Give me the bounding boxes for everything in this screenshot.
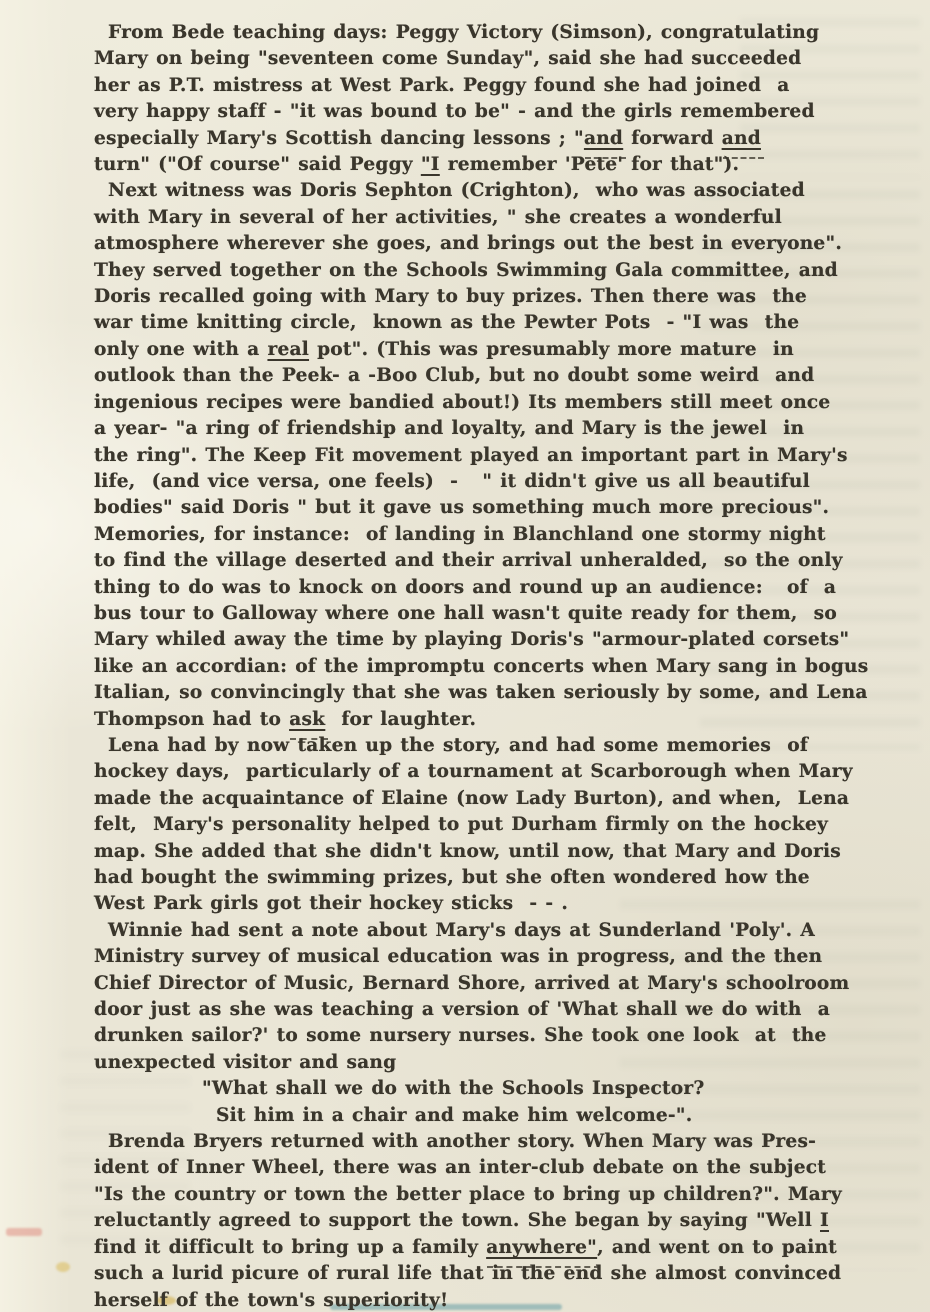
paragraph xyxy=(94,178,896,733)
text-segment: only one with a xyxy=(94,338,268,360)
text-line xyxy=(94,971,896,997)
text-segment: Thompson had to xyxy=(94,708,290,730)
text-segment: reluctantly agreed to support the town. She began by saying "Well xyxy=(94,1210,821,1232)
text-segment: ident of Inner Wheel, there was an inter-club debate on the subject xyxy=(94,1157,827,1179)
text-line xyxy=(94,1023,896,1049)
text-line xyxy=(94,390,896,416)
text-line xyxy=(94,1050,896,1076)
text-segment: Mary on being "seventeen come Sunday", said she had succeeded xyxy=(94,48,802,70)
underlined-text: and xyxy=(584,126,623,152)
text-line xyxy=(94,1288,896,1312)
text-line xyxy=(94,839,896,865)
text-segment: Brenda Bryers returned with another story. When Mary was Pres- xyxy=(108,1131,817,1153)
text-segment: for laughter. xyxy=(325,708,477,730)
text-segment: very happy staff - "it was bound to be" - and the girls remembered xyxy=(94,101,815,123)
text-line xyxy=(94,1235,896,1261)
text-segment: remember 'Pete' for that"). xyxy=(439,154,740,176)
paragraph xyxy=(94,1129,896,1312)
text-line xyxy=(94,1129,896,1155)
text-line xyxy=(94,284,896,310)
text-line xyxy=(94,152,896,178)
text-segment: They served together on the Schools Swimming Gala committee, and xyxy=(94,259,838,281)
text-segment: Next witness was Doris Sephton (Crighton), who was associated xyxy=(108,180,805,202)
text-line xyxy=(94,575,896,601)
text-segment: her as P.T. mistress at West Park. Peggy found she had joined a xyxy=(94,74,790,96)
text-segment: From Bede teaching days: Peggy Victory (Simson), congratulating xyxy=(108,22,820,43)
text-line xyxy=(94,416,896,442)
text-line xyxy=(94,918,896,944)
text-segment: atmosphere wherever she goes, and brings out the best in everyone". xyxy=(94,233,842,255)
text-segment: bodies" said Doris " but it gave us something much more precious". xyxy=(94,497,830,519)
text-line xyxy=(94,654,896,680)
text-segment: drunken sailor?' to some nursery nurses. She took one look at the xyxy=(94,1025,827,1047)
text-segment: ingenious recipes were bandied about!) Its members still meet once xyxy=(94,391,831,413)
text-segment: herself of the town's superiority! xyxy=(94,1289,449,1311)
text-segment: a year- "a ring of friendship and loyalty, and Mary is the jewel in xyxy=(94,418,805,440)
text-segment: war time knitting circle, known as the Pewter Pots - "I was the xyxy=(94,312,800,334)
text-line xyxy=(94,46,896,72)
text-line xyxy=(94,1103,896,1129)
text-segment: find it difficult to bring up a family xyxy=(94,1236,487,1258)
text-segment: such a lurid picure of rural life that in the end she almost convinced xyxy=(94,1263,842,1285)
text-line xyxy=(94,601,896,627)
text-segment: like an accordian: of the impromptu concerts when Mary sang in bogus xyxy=(94,655,869,677)
text-segment: to find the village deserted and their arrival unheralded, so the only xyxy=(94,550,843,572)
text-segment: Doris recalled going with Mary to buy prizes. Then there was the xyxy=(94,286,807,308)
paragraph xyxy=(94,20,896,178)
text-line xyxy=(94,522,896,548)
text-segment: thing to do was to knock on doors and round up an audience: of a xyxy=(94,576,837,598)
text-line xyxy=(94,891,896,917)
text-line xyxy=(94,1076,896,1102)
text-segment: pot". (This was presumably more mature in xyxy=(309,338,794,360)
text-segment: life, (and vice versa, one feels) - " it didn't give us all beautiful xyxy=(94,470,810,492)
text-segment: Italian, so convincingly that she was taken seriously by some, and Lena xyxy=(94,682,868,704)
text-line xyxy=(94,99,896,125)
text-line xyxy=(94,1261,896,1287)
text-line xyxy=(94,310,896,336)
text-line xyxy=(94,205,896,231)
text-segment: , and went on to paint xyxy=(597,1236,837,1258)
text-segment: West Park girls got their hockey sticks - - . xyxy=(94,893,569,915)
text-segment: Mary whiled away the time by playing Doris's "armour-plated corsets" xyxy=(94,629,850,651)
text-segment: bus tour to Galloway where one hall wasn't quite ready for them, so xyxy=(94,602,837,624)
text-line xyxy=(94,759,896,785)
text-line xyxy=(94,627,896,653)
text-line xyxy=(94,680,896,706)
text-segment: with Mary in several of her activities, " she creates a wonderful xyxy=(94,206,782,228)
text-line xyxy=(94,997,896,1023)
text-line xyxy=(94,548,896,574)
text-line xyxy=(94,707,896,733)
underlined-text: anywhere" xyxy=(486,1235,597,1261)
text-line xyxy=(94,733,896,759)
text-line xyxy=(94,337,896,363)
text-line xyxy=(94,1208,896,1234)
text-segment: Ministry survey of musical education was in progress, and the then xyxy=(94,946,823,968)
text-segment: "What shall we do with the Schools Inspector? xyxy=(202,1078,705,1100)
text-line xyxy=(94,73,896,99)
text-segment: the ring". The Keep Fit movement played an important part in Mary's xyxy=(94,444,848,466)
text-line xyxy=(94,258,896,284)
text-segment: forward xyxy=(623,127,722,149)
text-segment: Memories, for instance: of landing in Blanchland one stormy night xyxy=(94,523,826,545)
text-segment: Lena had by now taken up the story, and had some memories of xyxy=(108,734,809,756)
underlined-text: ask xyxy=(289,707,325,733)
text-segment: door just as she was teaching a version of 'What shall we do with a xyxy=(94,999,831,1021)
text-line xyxy=(94,231,896,257)
text-line xyxy=(94,443,896,469)
underlined-text: "I xyxy=(420,154,440,176)
text-segment: had bought the swimming prizes, but she often wondered how the xyxy=(94,867,810,888)
text-segment: felt, Mary's personality helped to put Durham firmly on the hockey xyxy=(94,814,828,836)
text-line xyxy=(94,865,896,891)
text-line xyxy=(94,178,896,204)
text-line xyxy=(94,20,896,46)
text-line xyxy=(94,944,896,970)
text-segment: Winnie had sent a note about Mary's days at Sunderland 'Poly'. A xyxy=(108,919,815,941)
text-line xyxy=(94,786,896,812)
text-segment: outlook than the Peek- a -Boo Club, but no doubt some weird and xyxy=(94,365,815,387)
text-segment: Chief Director of Music, Bernard Shore, arrived at Mary's schoolroom xyxy=(94,972,850,994)
text-segment: Sit him in a chair and make him welcome-". xyxy=(216,1104,693,1126)
text-line xyxy=(94,1155,896,1181)
paragraph xyxy=(94,733,896,918)
text-line xyxy=(94,363,896,389)
text-line xyxy=(94,469,896,495)
text-line xyxy=(94,126,896,152)
text-segment: made the acquaintance of Elaine (now Lady Burton), and when, Lena xyxy=(94,787,850,809)
text-segment: "Is the country or town the better place to bring up children?". Mary xyxy=(94,1183,842,1205)
text-segment: especially Mary's Scottish dancing lessons ; " xyxy=(94,127,584,149)
text-line xyxy=(94,1182,896,1208)
text-line xyxy=(94,812,896,838)
text-segment: map. She added that she didn't know, until now, that Mary and Doris xyxy=(94,840,841,862)
paragraph xyxy=(94,918,896,1129)
text-segment: turn" ("Of course" said Peggy xyxy=(94,154,421,176)
text-segment: unexpected visitor and sang xyxy=(94,1051,397,1073)
underlined-text: real xyxy=(267,338,310,360)
text-segment: hockey days, particularly of a tournament at Scarborough when Mary xyxy=(94,761,853,783)
text-line xyxy=(94,495,896,521)
underlined-text: I xyxy=(820,1210,829,1232)
underlined-text: and xyxy=(722,126,761,152)
